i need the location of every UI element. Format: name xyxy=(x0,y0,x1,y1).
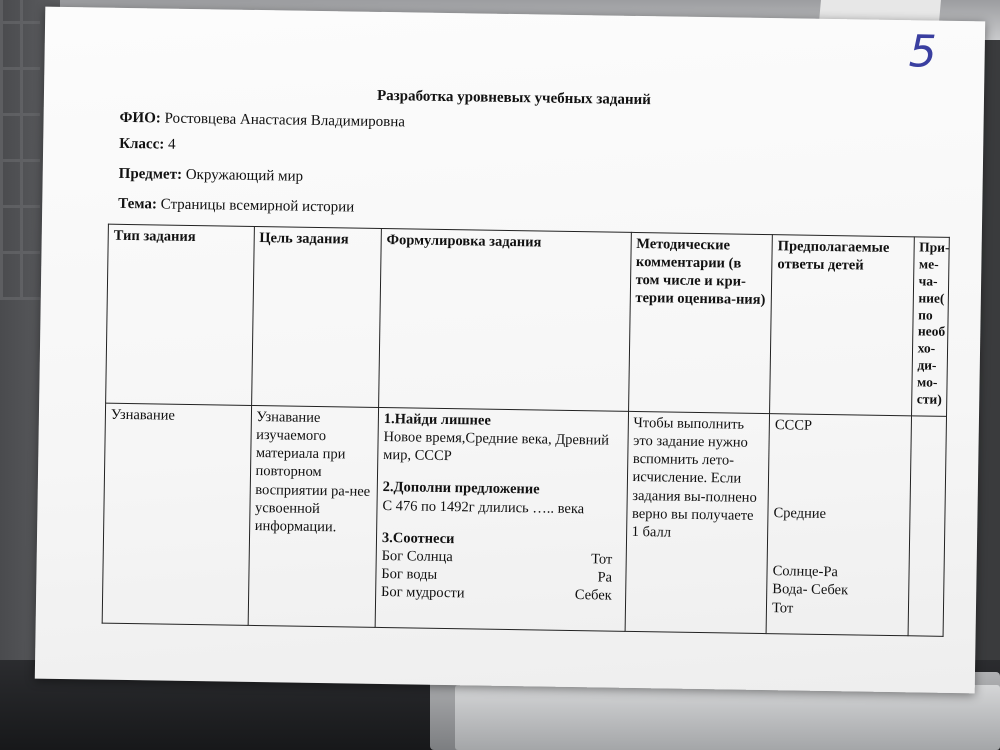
pair-right: Себек xyxy=(574,587,612,604)
topic-label: Тема: xyxy=(118,195,158,213)
subject-value: Окружающий мир xyxy=(185,166,304,185)
answer-1: СССР xyxy=(774,417,813,434)
task1-text: Новое время,Средние века, Древний мир, СССР xyxy=(383,429,610,465)
cell-task-wording xyxy=(375,407,628,631)
topic-value: Страницы всемирной истории xyxy=(160,196,355,216)
class-label: Класс: xyxy=(119,135,165,153)
class-value: 4 xyxy=(167,136,176,153)
table-header-row xyxy=(106,224,950,416)
answer-2: Средние xyxy=(773,505,827,523)
pair-left: Бог Солнца xyxy=(381,547,453,565)
fio-label: ФИО: xyxy=(119,109,161,127)
answer-3-line: Вода- Себек xyxy=(772,581,849,599)
pair-right: Тот xyxy=(591,551,613,568)
class-line xyxy=(119,136,176,154)
cell-expected-answers xyxy=(766,414,911,636)
subject-line xyxy=(119,166,304,186)
task2-title: 2.Дополни предложение xyxy=(382,479,540,498)
header-notes: При-ме-ча-ние( по необ хо-ди-мо-сти) xyxy=(911,237,949,417)
pair-right: Ра xyxy=(597,569,613,586)
tasks-table xyxy=(102,224,950,637)
task1-title: 1.Найди лишнее xyxy=(383,411,491,429)
answer-3-line: Тот xyxy=(771,599,794,616)
task2-text: С 476 по 1492г длились ….. века xyxy=(382,497,585,517)
header-expected-answers: Предполагаемые ответы детей xyxy=(770,235,914,416)
pair-left: Бог воды xyxy=(381,565,438,583)
task3-pair xyxy=(381,583,620,605)
paper-sheet xyxy=(35,7,985,694)
pair-left: Бог мудрости xyxy=(380,584,465,602)
cell-task-goal: Узнавание изучаемого материала при повторном восприятии ра-нее усвоенной информации. xyxy=(248,405,379,627)
subject-label: Предмет: xyxy=(118,165,183,183)
answer-3-line: Солнце-Ра xyxy=(772,563,839,581)
task3-title: 3.Соотнеси xyxy=(381,529,455,547)
topic-line xyxy=(118,196,354,217)
header-task-type: Тип задания xyxy=(106,224,254,405)
document-title: Разработка уровневых учебных заданий xyxy=(376,87,652,109)
grade-mark: 5 xyxy=(908,26,938,78)
header-task-wording: Формулировка задания xyxy=(378,228,630,411)
background-binder-inner xyxy=(455,685,1000,750)
fio-line xyxy=(119,110,405,131)
fio-value: Ростовцева Анастасия Владимировна xyxy=(164,110,406,131)
background-rack xyxy=(0,0,40,300)
cell-method-comment: Чтобы выполнить это задание нужно вспомнить лето-исчисление. Если задания вы-полнено верно вы получаете 1 балл xyxy=(625,411,770,633)
header-task-goal: Цель задания xyxy=(251,226,381,407)
cell-notes xyxy=(908,416,947,637)
table-row xyxy=(102,403,946,636)
cell-task-type: Узнавание xyxy=(102,403,251,625)
header-method-comments: Методические комментарии (в том числе и кри-терии оценива-ния) xyxy=(628,232,772,413)
